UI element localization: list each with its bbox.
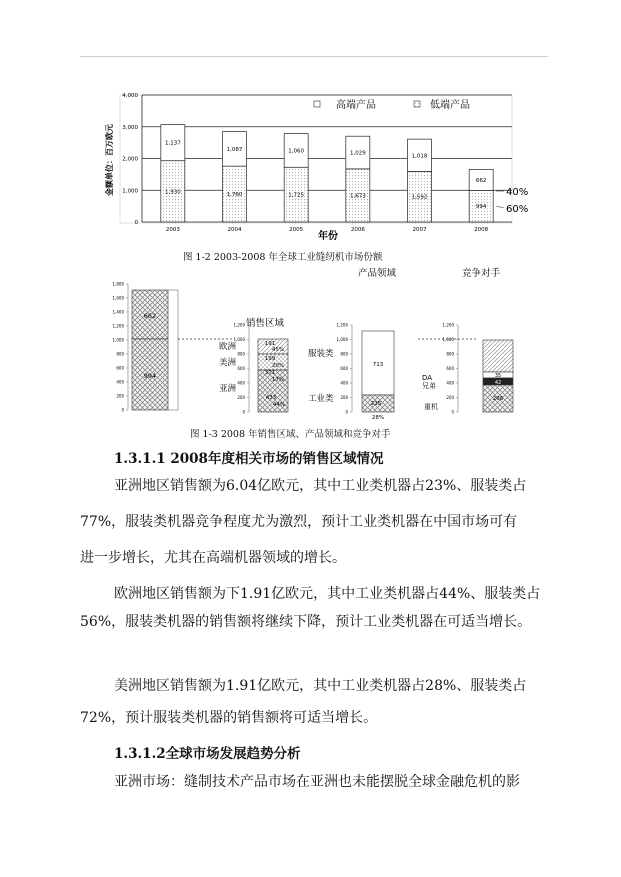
axis-tick-label: 1,200 <box>336 322 348 328</box>
competitor-label-brother: 兄弟 <box>422 382 436 390</box>
total-bar-low-value: 994 <box>143 372 157 380</box>
field-pct-industrial: 28% <box>371 415 385 421</box>
x-tick-label: 2007 <box>412 227 427 233</box>
axis-tick-label: 1,400 <box>112 309 124 315</box>
axis-tick-label: 0 <box>121 407 124 413</box>
bar-low-value-label: 1,592 <box>411 194 428 201</box>
axis-tick-label: 400 <box>446 380 454 386</box>
legend-high-label: 高端产品 <box>336 100 376 111</box>
region-pct-america: 20% <box>271 363 285 369</box>
axis-tick-label: 1,600 <box>112 295 124 301</box>
region-pct-europe: 45% <box>271 347 285 353</box>
region-panel <box>219 323 288 415</box>
col-title-competitor: 竞争对手 <box>462 268 501 279</box>
competitor-value-juki: 266 <box>492 396 504 402</box>
y-tick-label: 1,000 <box>122 188 138 195</box>
side-label-60: 60% <box>506 204 529 215</box>
competitor-value-da: 35 <box>494 373 502 379</box>
axis-tick-label: 1,200 <box>442 322 454 328</box>
y-tick-label: 4,000 <box>122 93 138 99</box>
field-panel <box>308 323 394 422</box>
legend-swatch-low <box>414 101 420 107</box>
bar-low-value-label: 994 <box>475 204 487 211</box>
competitor-panel <box>418 323 513 415</box>
figure1-caption: 图 1-2 2003-2008 年全球工业缝纫机市场份额 <box>183 252 383 263</box>
axis-tick-label: 200 <box>340 395 348 400</box>
bar-low-value-label: 1,725 <box>288 192 305 199</box>
y-tick-label: 3,000 <box>122 124 138 131</box>
axis-tick-label: 1,000 <box>442 337 454 342</box>
axis-tick-label: 400 <box>116 379 124 385</box>
bar-high-value-label: 1,029 <box>349 150 366 157</box>
region-pct-17: 17% <box>271 377 285 383</box>
x-tick-label: 2005 <box>289 227 304 233</box>
paragraph-asia-market: 亚洲市场：缝制技术产品市场在亚洲也未能摆脱全球金融危机的影 <box>114 774 520 790</box>
region-label-asia: 亚洲 <box>218 384 236 394</box>
bar-low-value-label: 1,760 <box>226 192 243 199</box>
axis-tick-label: 800 <box>446 351 454 357</box>
axis-tick-label: 600 <box>116 365 124 371</box>
x-axis-title: 年份 <box>318 231 338 242</box>
axis-tick-label: 200 <box>237 395 245 400</box>
section-title-2: 1.3.1.2全球市场发展趋势分析 <box>114 746 301 762</box>
axis-tick-label: 1,000 <box>336 337 348 342</box>
x-tick-label: 2004 <box>227 227 242 233</box>
paragraph-america-line1: 美洲地区销售额为1.91亿欧元，其中工业类机器占28%、服装类占 <box>114 678 527 694</box>
paragraph-europe-line1: 欧洲地区销售额为下1.91亿欧元，其中工业类机器占44%、服装类占 <box>114 586 541 602</box>
paragraph-asia-line3: 进一步增长，尤其在高端机器领域的增长。 <box>80 550 346 566</box>
axis-tick-label: 0 <box>451 409 454 415</box>
market-share-chart <box>104 93 528 242</box>
field-label-apparel: 服装类 <box>308 349 334 359</box>
field-value-industrial: 235 <box>370 401 382 407</box>
bar-high-value-label: 1,060 <box>288 148 305 155</box>
col-title-region: 销售区域 <box>246 318 285 329</box>
y-axis-title: 金额单位：百万欧元 <box>105 124 114 196</box>
axis-tick-label: 600 <box>237 366 245 371</box>
bar-high-value-label: 1,018 <box>411 153 428 160</box>
region-field-competitor-figure <box>113 267 513 421</box>
axis-tick-label: 1,000 <box>233 337 245 342</box>
competitor-value-brother: 42 <box>494 380 502 386</box>
x-tick-label: 2003 <box>165 227 180 233</box>
axis-tick-label: 200 <box>116 393 124 399</box>
region-value-371: 371 <box>264 370 276 376</box>
axis-tick-label: 200 <box>446 395 454 400</box>
axis-tick-label: 1,000 <box>112 337 124 343</box>
axis-tick-label: 800 <box>237 351 245 357</box>
side-label-40: 40% <box>506 187 529 198</box>
field-value-apparel: 713 <box>372 362 384 368</box>
paragraph-europe-line2: 56%，服装类机器的销售额将继续下降，预计工业类机器在可适当增长。 <box>80 614 532 630</box>
region-label-europe: 欧洲 <box>218 342 236 352</box>
axis-tick-label: 800 <box>340 351 348 357</box>
paragraph-america-line2: 72%，预计服装类机器的销售额将可适当增长。 <box>80 710 378 726</box>
bar-low-value-label: 1,930 <box>164 189 181 196</box>
axis-tick-label: 1,800 <box>112 281 124 287</box>
competitor-bar-others <box>483 340 513 372</box>
axis-tick-label: 0 <box>345 409 348 415</box>
region-label-america: 美洲 <box>218 358 236 368</box>
bar-high-value-label: 1,137 <box>164 140 181 147</box>
bar-low-value-label: 1,673 <box>349 193 366 200</box>
y-tick-label: 2,000 <box>122 156 138 163</box>
field-label-industrial: 工业类 <box>308 394 334 404</box>
paragraph-asia-line2: 77%，服装类机器竞争程度尤为激烈，预计工业类机器在中国市场可有 <box>80 514 518 530</box>
total-bar-chart <box>113 282 234 413</box>
axis-tick-label: 1,200 <box>112 323 124 329</box>
x-tick-label: 2008 <box>474 227 489 233</box>
legend-low-label: 低端产品 <box>430 100 470 111</box>
figure2-caption: 图 1-3 2008 年销售区域、产品领域和竞争对手 <box>190 429 391 440</box>
axis-tick-label: 600 <box>446 366 454 371</box>
region-value-europe: 191 <box>264 341 276 347</box>
axis-tick-label: 1,200 <box>233 322 245 328</box>
legend-swatch-high <box>314 101 320 107</box>
section-title-1: 1.3.1.1 2008年度相关市场的销售区域情况 <box>114 451 384 467</box>
col-title-field: 产品领域 <box>358 268 397 279</box>
total-bar-high-value: 662 <box>143 312 157 320</box>
paragraph-asia-line1: 亚洲地区销售额为6.04亿欧元，其中工业类机器占23%、服装类占 <box>114 478 527 494</box>
axis-tick-label: 400 <box>237 380 245 386</box>
region-value-america: 199 <box>264 356 276 362</box>
x-tick-label: 2006 <box>350 227 365 233</box>
competitor-label-juki: 重机 <box>424 403 438 411</box>
axis-tick-label: 400 <box>340 380 348 386</box>
y-tick-label: 0 <box>134 220 138 226</box>
region-value-asia: 433 <box>265 395 277 401</box>
bar-high-value-label: 1,087 <box>226 146 243 153</box>
axis-tick-label: 0 <box>242 409 245 415</box>
region-pct-asia: 44% <box>272 402 286 408</box>
competitor-label-da: DA <box>422 374 433 382</box>
axis-tick-label: 600 <box>340 366 348 371</box>
axis-tick-label: 800 <box>116 351 124 357</box>
bar-high-value-label: 662 <box>475 177 487 184</box>
